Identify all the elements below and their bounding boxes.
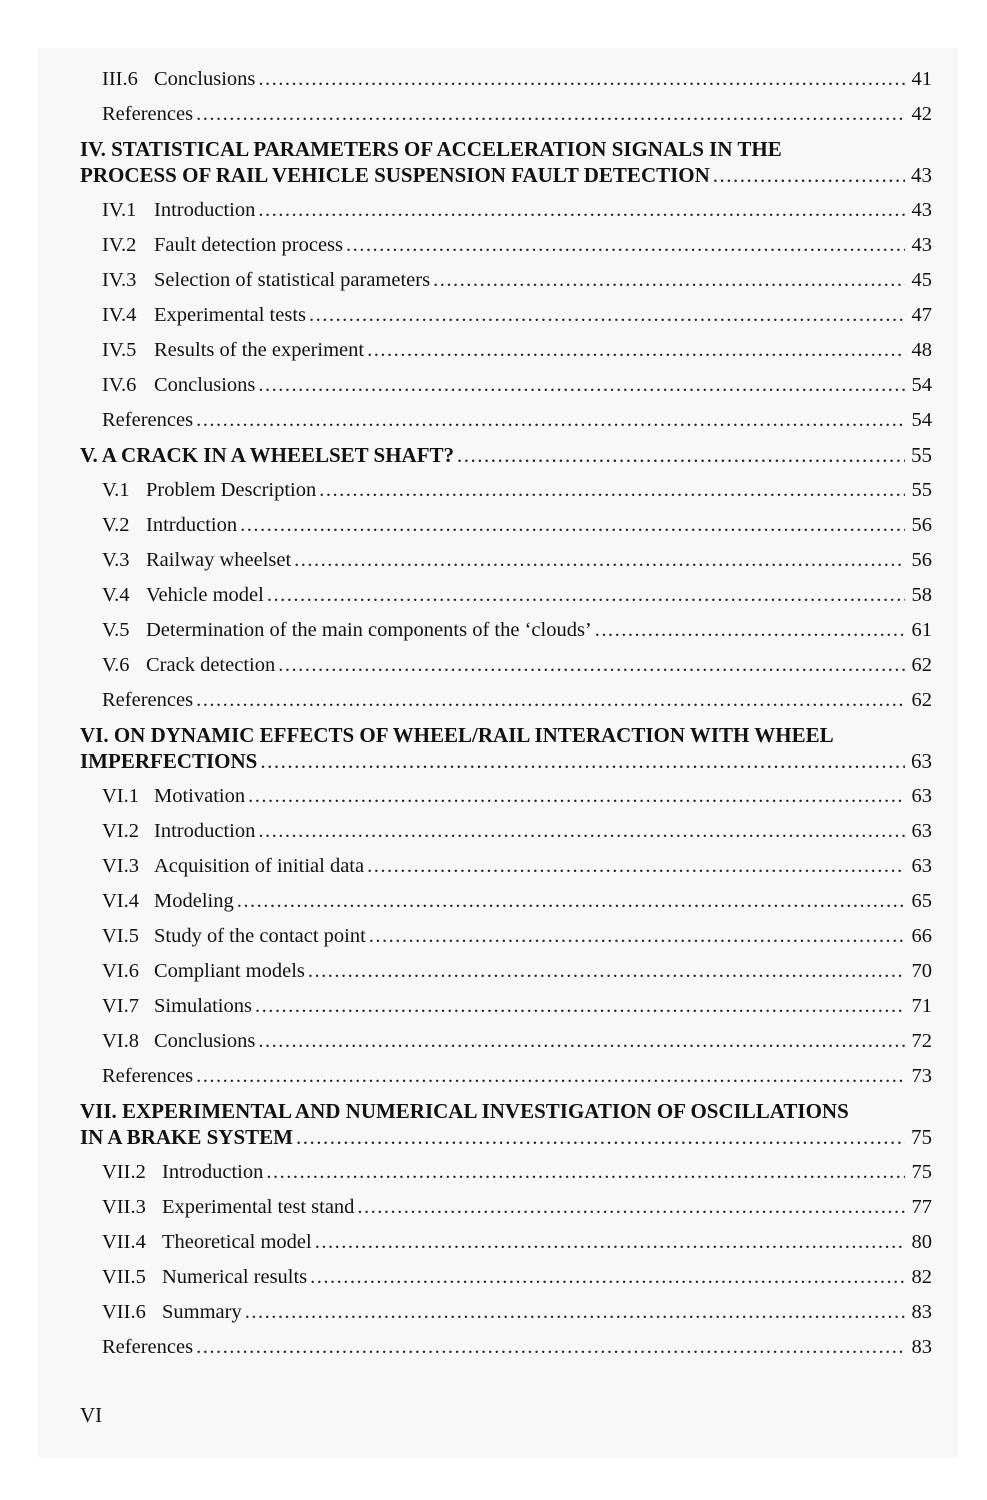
dot-leader — [296, 1124, 905, 1150]
dot-leader — [369, 923, 905, 949]
section-number: IV.6 — [102, 374, 137, 396]
section-number: VI.8 — [102, 1030, 140, 1052]
toc-entry[interactable] — [80, 582, 932, 617]
section-number: VI.5 — [102, 925, 140, 947]
toc-entry[interactable] — [80, 993, 932, 1028]
section-number: VI.2 — [102, 820, 140, 842]
section-number: IV.5 — [102, 339, 137, 361]
page-number: 62 — [911, 689, 932, 711]
section-title: References — [102, 1336, 194, 1358]
section-number: VI.7 — [102, 995, 140, 1017]
page-number: 45 — [911, 269, 932, 291]
page-footer-label: VI — [80, 1403, 103, 1427]
toc-entry-references[interactable] — [80, 1063, 932, 1098]
section-title: Modeling — [154, 890, 234, 912]
dot-leader — [357, 1194, 905, 1220]
dot-leader — [595, 617, 905, 643]
section-title: Motivation — [154, 785, 246, 807]
page-number: 58 — [911, 584, 932, 606]
dot-leader — [309, 302, 905, 328]
section-title: Simulations — [154, 995, 252, 1017]
toc-entry[interactable] — [80, 818, 932, 853]
dot-leader — [278, 652, 905, 678]
dot-leader — [260, 748, 905, 774]
page-number: 43 — [911, 199, 932, 221]
chapter-title-line-1: VII. EXPERIMENTAL AND NUMERICAL INVESTIGATION OF OSCILLATIONS — [80, 1099, 849, 1123]
section-number: V.5 — [102, 619, 130, 641]
toc-entry[interactable] — [80, 652, 932, 687]
toc-entry[interactable] — [80, 1299, 932, 1334]
page-number: 73 — [911, 1065, 932, 1087]
page-number: 56 — [911, 514, 932, 536]
section-number: V.4 — [102, 584, 130, 606]
section-title: Introduction — [154, 820, 256, 842]
dot-leader — [267, 582, 905, 608]
section-number: VII.2 — [102, 1161, 146, 1183]
toc-entry[interactable] — [80, 1194, 932, 1229]
dot-leader — [258, 818, 905, 844]
section-title: Introduction — [162, 1161, 264, 1183]
dot-leader — [255, 993, 905, 1019]
page-number: 63 — [911, 855, 932, 877]
toc-entry[interactable] — [80, 1229, 932, 1264]
section-title: Conclusions — [154, 68, 256, 90]
toc-entry[interactable] — [80, 617, 932, 652]
dot-leader — [196, 407, 905, 433]
dot-leader — [266, 1159, 905, 1185]
section-title: References — [102, 1065, 194, 1087]
section-number: VII.5 — [102, 1266, 146, 1288]
dot-leader — [319, 477, 905, 503]
toc-entry[interactable] — [80, 66, 932, 101]
toc-entry[interactable] — [80, 888, 932, 923]
page-number: 41 — [911, 68, 932, 90]
toc-entry[interactable] — [80, 958, 932, 993]
section-number: V.1 — [102, 479, 130, 501]
dot-leader — [315, 1229, 905, 1255]
dot-leader — [310, 1264, 905, 1290]
page-number: 47 — [911, 304, 932, 326]
toc-chapter[interactable] — [80, 136, 932, 197]
page-number: 63 — [911, 749, 932, 773]
section-title: Conclusions — [154, 1030, 256, 1052]
page-number: 77 — [911, 1196, 932, 1218]
chapter-title-line-2: IN A BRAKE SYSTEM — [80, 1125, 293, 1149]
section-title: Experimental test stand — [162, 1196, 355, 1218]
page-number: 75 — [911, 1161, 932, 1183]
dot-leader — [433, 267, 905, 293]
dot-leader — [240, 512, 905, 538]
section-title: Results of the experiment — [154, 339, 365, 361]
dot-leader — [248, 783, 905, 809]
page-number: 63 — [911, 785, 932, 807]
page-number: 71 — [911, 995, 932, 1017]
toc-chapter[interactable] — [80, 442, 932, 477]
dot-leader — [308, 958, 905, 984]
section-title: Conclusions — [154, 374, 256, 396]
toc-entry[interactable] — [80, 337, 932, 372]
section-title: References — [102, 689, 194, 711]
section-title: Determination of the main components of the ‘clouds’ — [146, 619, 592, 641]
section-title: Experimental tests — [154, 304, 306, 326]
section-number: VII.3 — [102, 1196, 146, 1218]
toc-entry-references[interactable] — [80, 687, 932, 722]
section-title: Introduction — [154, 199, 256, 221]
dot-leader — [237, 888, 905, 914]
section-title: Intrduction — [146, 514, 238, 536]
toc-chapter[interactable] — [80, 1098, 932, 1159]
page-number: 62 — [911, 654, 932, 676]
page-number: 66 — [911, 925, 932, 947]
section-title: Railway wheelset — [146, 549, 292, 571]
dot-leader — [258, 1028, 905, 1054]
page-number: 56 — [911, 549, 932, 571]
toc-entry[interactable] — [80, 232, 932, 267]
page-number: 54 — [911, 409, 932, 431]
page-number: 70 — [911, 960, 932, 982]
section-number: V.3 — [102, 549, 130, 571]
toc-entry[interactable] — [80, 1028, 932, 1063]
section-title: References — [102, 409, 194, 431]
section-number: IV.4 — [102, 304, 137, 326]
toc-entry[interactable] — [80, 197, 932, 232]
dot-leader — [346, 232, 905, 258]
page-number: 61 — [911, 619, 932, 641]
section-number: IV.1 — [102, 199, 137, 221]
toc-entry[interactable] — [80, 372, 932, 407]
toc-entry-references[interactable] — [80, 407, 932, 442]
toc-entry[interactable] — [80, 1264, 932, 1299]
toc-entry[interactable] — [80, 477, 932, 512]
dot-leader — [196, 1334, 905, 1360]
section-number: III.6 — [102, 68, 138, 90]
toc-entry[interactable] — [80, 923, 932, 958]
toc-entry[interactable] — [80, 783, 932, 818]
toc-entry-references[interactable] — [80, 1334, 932, 1369]
section-number: VI.3 — [102, 855, 140, 877]
page-number: 83 — [911, 1336, 932, 1358]
dot-leader — [196, 101, 905, 127]
section-number: IV.3 — [102, 269, 137, 291]
section-title: Fault detection process — [154, 234, 344, 256]
toc-entry[interactable] — [80, 512, 932, 547]
section-title: Acquisition of initial data — [154, 855, 365, 877]
dot-leader — [258, 197, 905, 223]
toc-chapter[interactable] — [80, 722, 932, 783]
chapter-title-line-1: VI. ON DYNAMIC EFFECTS OF WHEEL/RAIL INTERACTION WITH WHEEL — [80, 723, 834, 747]
page-number: 48 — [911, 339, 932, 361]
page-number: 83 — [911, 1301, 932, 1323]
dot-leader — [367, 337, 905, 363]
section-number: V.2 — [102, 514, 130, 536]
section-title: Summary — [162, 1301, 242, 1323]
table-of-contents — [80, 66, 932, 1369]
section-title: Study of the contact point — [154, 925, 366, 947]
section-number: VI.6 — [102, 960, 140, 982]
chapter-title-line-2: PROCESS OF RAIL VEHICLE SUSPENSION FAULT DETECTION — [80, 163, 710, 187]
chapter-title-line-1: IV. STATISTICAL PARAMETERS OF ACCELERATION SIGNALS IN THE — [80, 137, 782, 161]
section-title: Vehicle model — [146, 584, 264, 606]
dot-leader — [258, 66, 905, 92]
page-number: 65 — [911, 890, 932, 912]
section-number: VII.6 — [102, 1301, 146, 1323]
page-number: 80 — [911, 1231, 932, 1253]
section-number: V.6 — [102, 654, 130, 676]
section-number: IV.2 — [102, 234, 137, 256]
dot-leader — [294, 547, 905, 573]
section-number: VI.4 — [102, 890, 140, 912]
page-number: 63 — [911, 820, 932, 842]
chapter-title: V. A CRACK IN A WHEELSET SHAFT? — [80, 443, 455, 467]
page-number: 54 — [911, 374, 932, 396]
dot-leader — [245, 1299, 905, 1325]
page-number: 43 — [911, 234, 932, 256]
dot-leader — [196, 1063, 905, 1089]
section-title: Crack detection — [146, 654, 276, 676]
toc-entry[interactable] — [80, 1159, 932, 1194]
toc-entry[interactable] — [80, 267, 932, 302]
chapter-title-line-2: IMPERFECTIONS — [80, 749, 258, 773]
toc-entry[interactable] — [80, 853, 932, 888]
page-number: 43 — [911, 163, 932, 187]
section-title: Selection of statistical parameters — [154, 269, 431, 291]
section-title: Compliant models — [154, 960, 305, 982]
section-title: Theoretical model — [162, 1231, 312, 1253]
section-number: VI.1 — [102, 785, 140, 807]
dot-leader — [713, 162, 905, 188]
section-number: VII.4 — [102, 1231, 146, 1253]
toc-entry-references[interactable] — [80, 101, 932, 136]
section-title: References — [102, 103, 194, 125]
page-number: 42 — [911, 103, 932, 125]
section-title: Problem Description — [146, 479, 317, 501]
toc-entry[interactable] — [80, 302, 932, 337]
dot-leader — [196, 687, 905, 713]
page-number: 72 — [911, 1030, 932, 1052]
dot-leader — [457, 442, 905, 468]
page-number: 82 — [911, 1266, 932, 1288]
page-number: 55 — [911, 443, 932, 467]
toc-entry[interactable] — [80, 547, 932, 582]
section-title: Numerical results — [162, 1266, 308, 1288]
page-number: 55 — [911, 479, 932, 501]
page-number: 75 — [911, 1125, 932, 1149]
dot-leader — [367, 853, 905, 879]
dot-leader — [258, 372, 905, 398]
